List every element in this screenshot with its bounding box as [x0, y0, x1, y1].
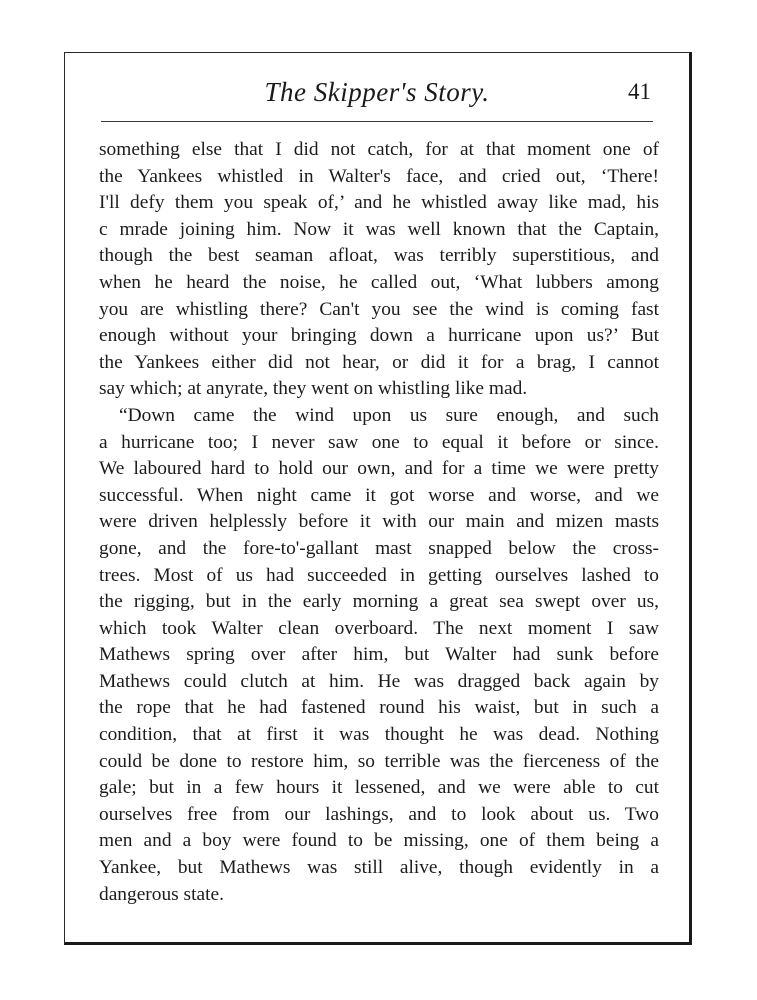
text-line: gone, and the fore-to'-gallant mast snapped below the cross- [99, 537, 659, 559]
page-frame [64, 52, 692, 945]
text-line: you are whistling there? Can't you see the wind is coming fast [99, 298, 659, 320]
text-line: c mrade joining him. Now it was well known that the Captain, [99, 218, 659, 240]
text-line: could be done to restore him, so terrible was the fierceness of the [99, 750, 659, 772]
running-title: The Skipper's Story. [264, 77, 490, 107]
text-line: Mathews spring over after him, but Walter had sunk before [99, 644, 659, 666]
page-number: 41 [628, 79, 651, 104]
text-line: Mathews could clutch at him. He was dragged back again by [99, 670, 659, 692]
text-line: We laboured hard to hold our own, and for a time we were pretty [99, 458, 659, 480]
text-line: the Yankees whistled in Walter's face, and cried out, ‘There! [99, 165, 659, 187]
text-line: though the best seaman afloat, was terribly superstitious, and [99, 245, 659, 267]
running-head [65, 77, 689, 111]
text-line: successful. When night came it got worse and worse, and we [99, 484, 659, 506]
header-rule [101, 121, 653, 122]
text-line: were driven helplessly before it with our main and mizen masts [99, 511, 659, 533]
text-line: Yankee, but Mathews was still alive, though evidently in a [99, 857, 659, 879]
text-line: trees. Most of us had succeeded in getting ourselves lashed to [99, 564, 659, 586]
text-line: men and a boy were found to be missing, one of them being a [99, 830, 659, 852]
text-line: “Down came the wind upon us sure enough, and such [119, 404, 659, 426]
text-line: when he heard the noise, he called out, ‘What lubbers among [99, 271, 659, 293]
text-line: ourselves free from our lashings, and to look about us. Two [99, 803, 659, 825]
text-line: gale; but in a few hours it lessened, and we were able to cut [99, 777, 659, 799]
text-line: condition, that at first it was thought he was dead. Nothing [99, 724, 659, 746]
text-line: the Yankees either did not hear, or did it for a brag, I cannot [99, 351, 659, 373]
text-line: something else that I did not catch, for at that moment one of [99, 139, 659, 160]
text-line: the rope that he had fastened round his waist, but in such a [99, 697, 659, 719]
text-line: a hurricane too; I never saw one to equal it before or since. [99, 431, 659, 453]
text-line: dangerous state. [99, 883, 224, 905]
text-line: I'll defy them you speak of,’ and he whistled away like mad, his [99, 192, 659, 214]
text-line: enough without your bringing down a hurricane upon us?’ But [99, 325, 659, 347]
text-line: which took Walter clean overboard. The next moment I saw [99, 617, 659, 639]
text-line: say which; at anyrate, they went on whistling like mad. [99, 378, 528, 400]
body-text [99, 137, 659, 908]
text-line: the rigging, but in the early morning a great sea swept over us, [99, 591, 659, 613]
